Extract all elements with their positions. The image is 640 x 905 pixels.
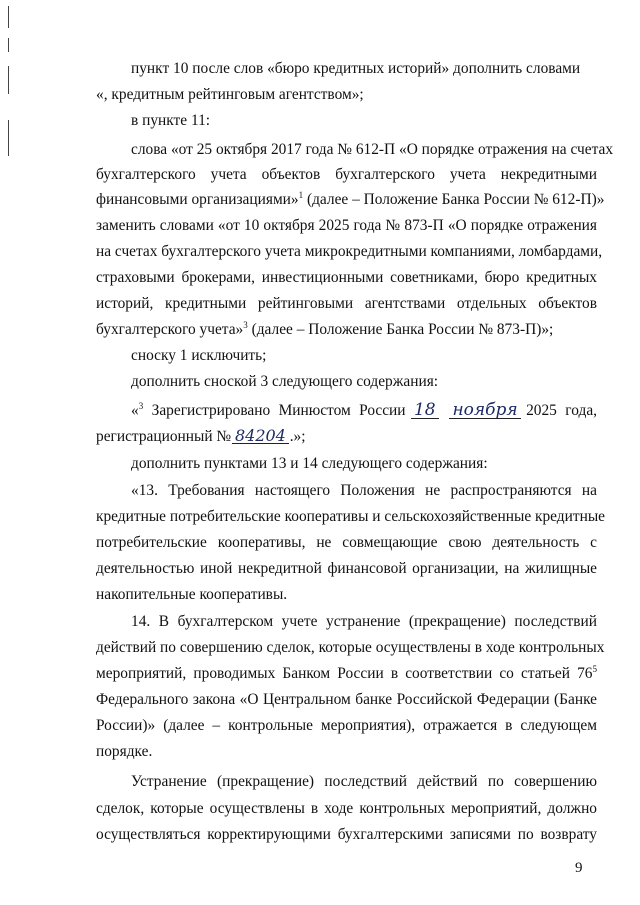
text-line: дополнить пунктами 13 и 14 следующего содержания: — [131, 455, 488, 472]
text-line: бухгалтерского учета объектов бухгалтерского учета некредитными — [96, 166, 597, 183]
text-line: осуществляться корректирующими бухгалтерскими записями по возврату — [96, 826, 597, 843]
text-line: на счетах бухгалтерского учета микрокредитными компаниями, ломбардами, — [96, 243, 603, 260]
text-line — [131, 400, 597, 420]
text-line: заменить словами «от 10 октября 2025 года № 873-П «О порядке отражения — [96, 217, 597, 234]
text-fragment: регистрационный № — [96, 428, 235, 445]
text-fragment: 2025 года, — [517, 402, 597, 419]
text-line: «, кредитным рейтинговым агентством»; — [96, 86, 364, 103]
text-line: пункт 10 после слов «бюро кредитных историй» дополнить словами — [131, 60, 581, 77]
footnote-ref: 5 — [592, 663, 597, 674]
text-fragment: (далее – Положение Банка России № 612-П)» — [303, 191, 605, 208]
footnote-ref: 3 — [243, 319, 248, 330]
scan-edge-mark — [8, 38, 9, 52]
text-line: сноску 1 исключить; — [131, 347, 267, 364]
scan-edge-mark — [8, 6, 9, 28]
text-line — [96, 426, 306, 446]
text-line: страховыми брокерами, инвестиционными советниками, бюро кредитных — [96, 269, 597, 286]
handwritten-month: ноября — [452, 400, 518, 420]
text-fragment: финансовыми организациями» — [96, 191, 299, 208]
text-fragment: .»; — [285, 428, 306, 445]
text-line: России)» (далее – контрольные мероприятия), отражается в следующем — [96, 717, 597, 734]
text-fragment: (далее – Положение Банка России № 873-П)»; — [247, 321, 554, 338]
text-fragment: « — [131, 402, 139, 419]
text-line — [96, 321, 597, 339]
text-line: действий по совершению сделок, которые осуществлены в ходе контрольных — [96, 639, 605, 656]
text-line: кредитные потребительские кооперативы и сельскохозяйственные кредитные — [96, 508, 605, 525]
text-line: 14. В бухгалтерском учете устранение (прекращение) последствий — [131, 613, 597, 630]
text-line: потребительские кооперативы, не совмещающие свою деятельность с — [96, 534, 597, 551]
text-fragment: мероприятий, проводимых Банком России в соответствии со статьей 76 — [96, 665, 593, 682]
text-line — [96, 189, 605, 209]
handwritten-day: 18 — [413, 400, 436, 420]
text-line: дополнить сноской 3 следующего содержания: — [131, 373, 439, 390]
text-line: историй, кредитными рейтинговыми агентствами отдельных объектов — [96, 295, 597, 312]
text-line: деятельностью иной некредитной финансовой организации, на жилищные — [96, 560, 597, 577]
footnote-ref: 1 — [298, 189, 304, 200]
scan-edge-mark — [8, 66, 9, 94]
text-fragment: Зарегистрировано Минюстом России — [143, 402, 414, 419]
text-line: порядке. — [96, 743, 153, 760]
text-line: слова «от 25 октября 2017 года № 612-П «О порядке отражения на счетах — [131, 141, 614, 158]
text-line: Устранение (прекращение) последствий действий по совершению — [131, 773, 597, 790]
page-number: 9 — [575, 860, 583, 876]
text-line: Федерального закона «О Центральном банке Российской Федерации (Банке — [96, 691, 597, 708]
text-fragment: бухгалтерского учета» — [96, 321, 244, 338]
handwritten-reg-number: 84204 — [234, 426, 286, 445]
scan-edge-mark — [8, 120, 9, 156]
text-line: сделок, которые осуществлены в ходе контрольных мероприятий, должно — [96, 800, 597, 817]
text-line — [96, 665, 597, 683]
text-line: накопительные кооперативы. — [96, 586, 288, 603]
text-line: в пункте 11: — [131, 112, 211, 129]
footnote-mark: 3 — [138, 400, 144, 411]
text-line: «13. Требования настоящего Положения не распространяются на — [131, 482, 597, 499]
